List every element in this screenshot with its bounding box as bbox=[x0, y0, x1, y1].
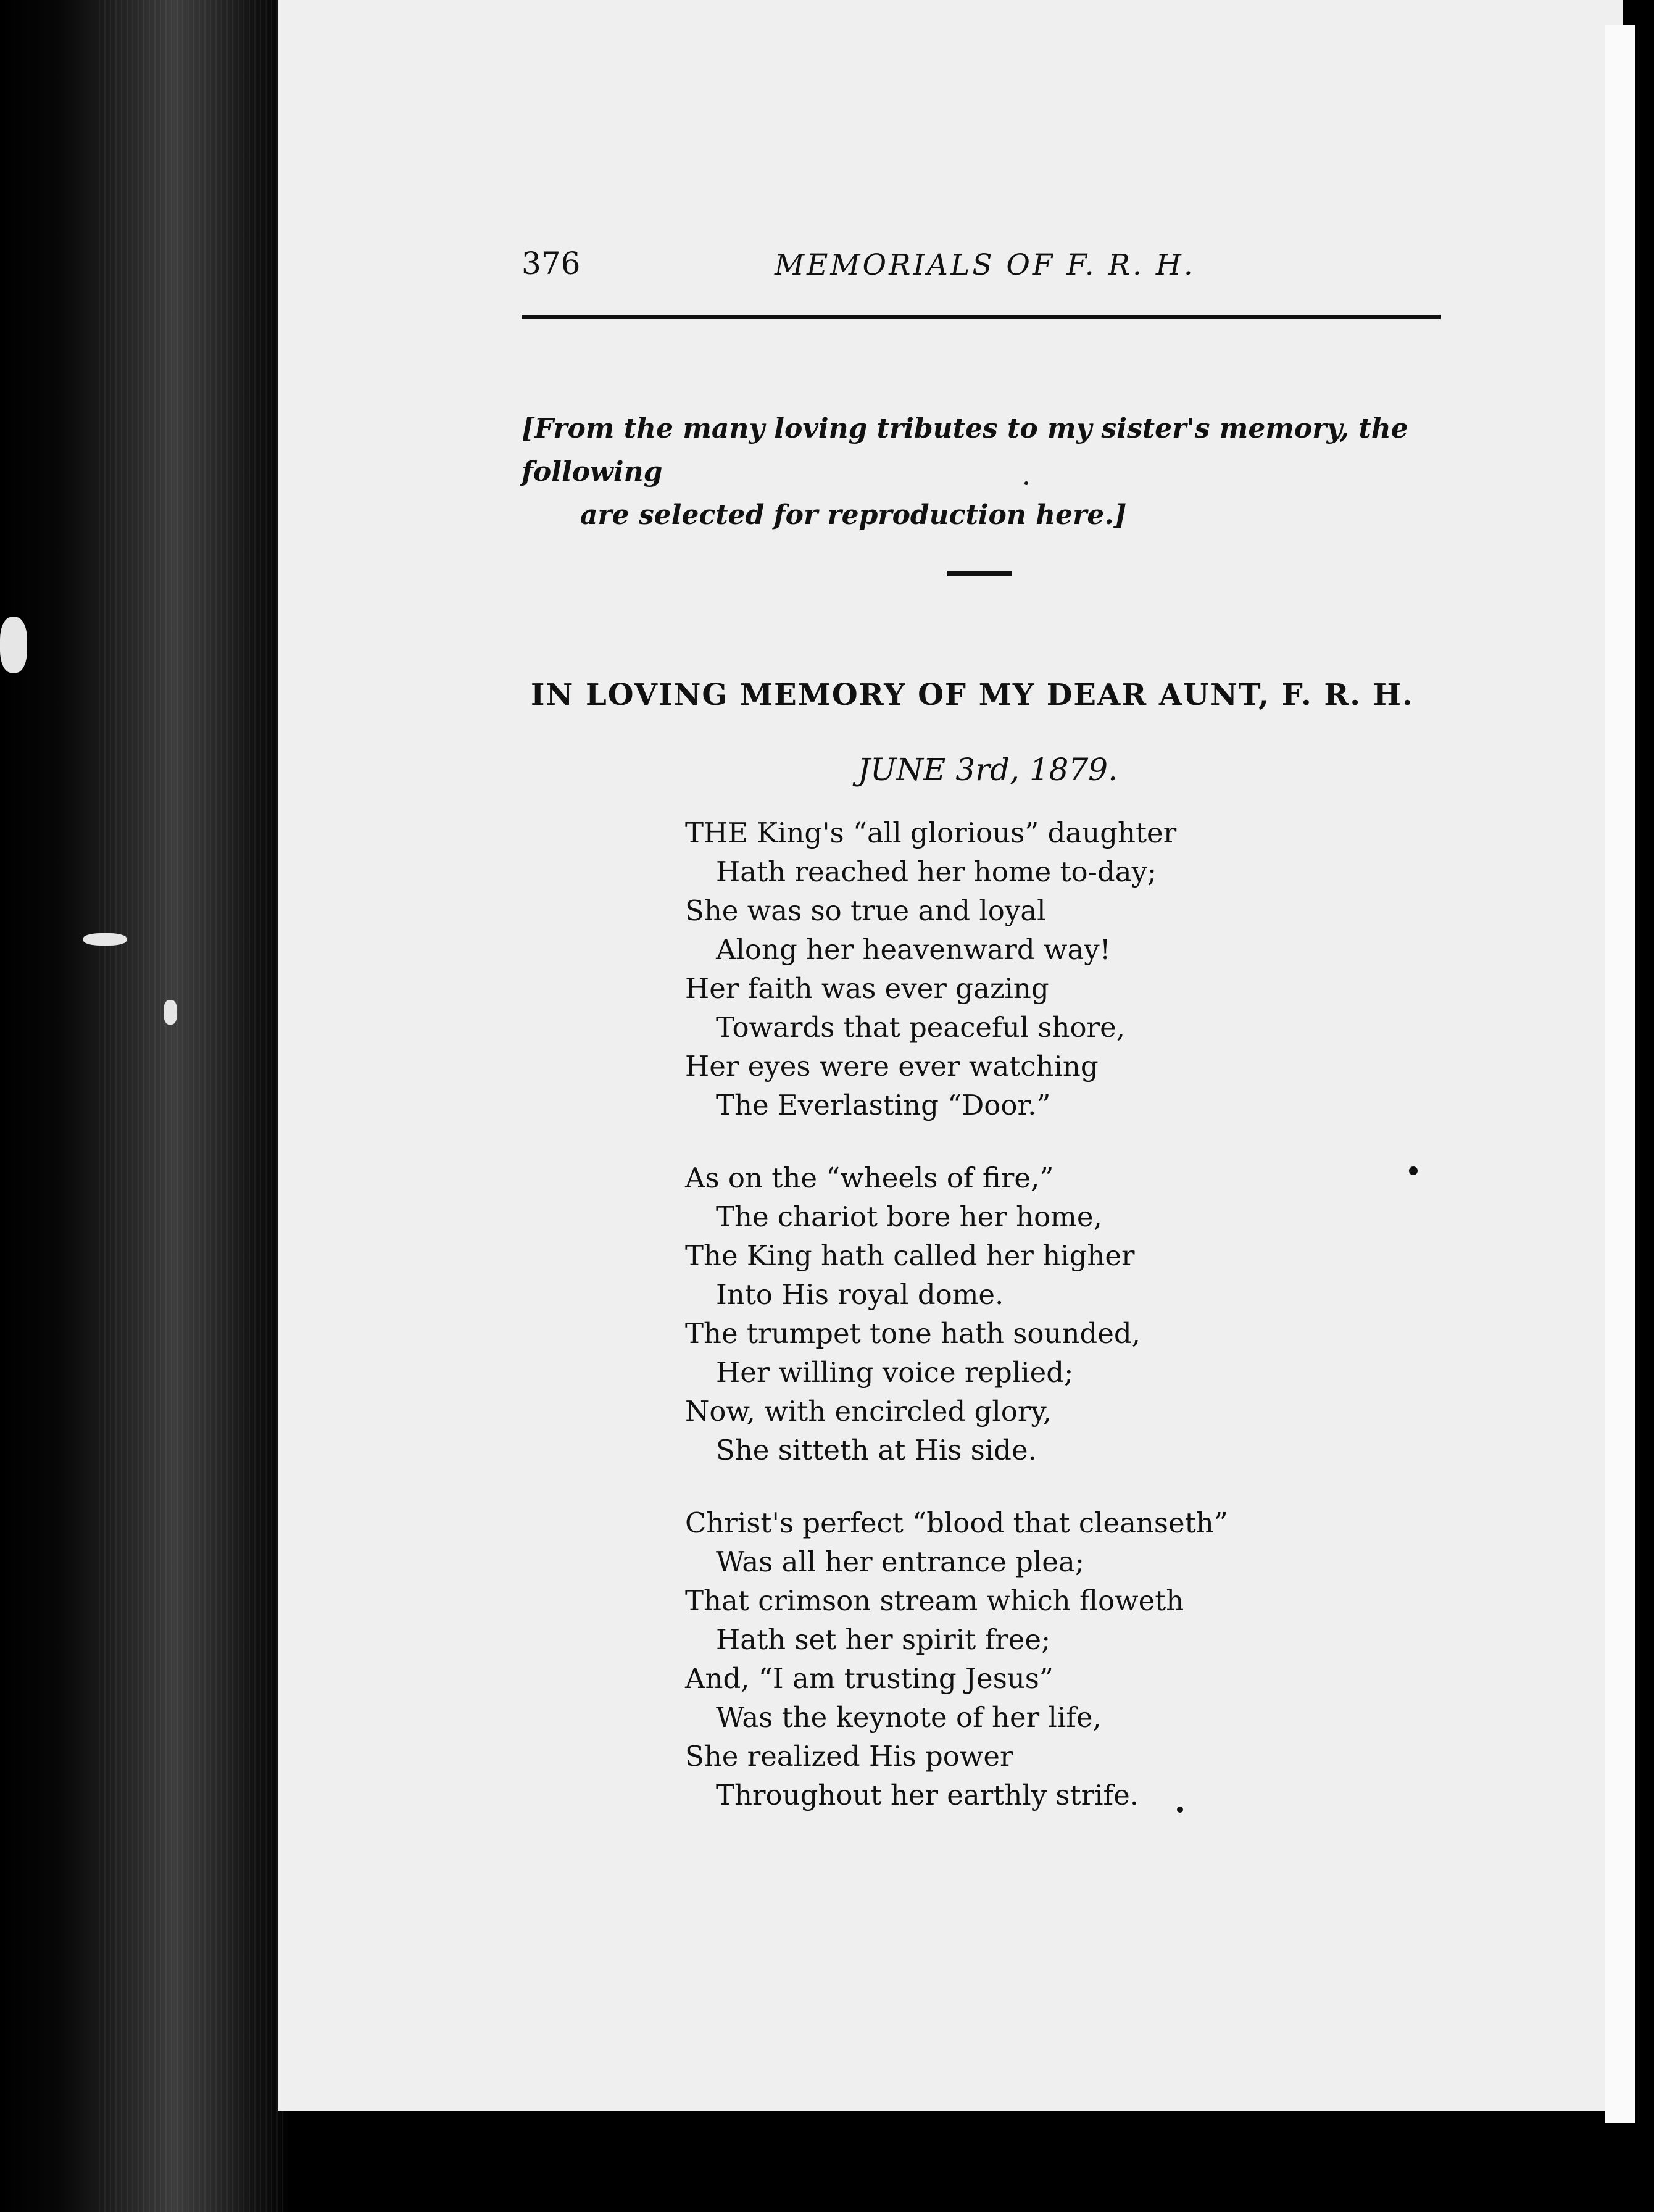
poem-line: As on the “wheels of fire,” bbox=[685, 1162, 1054, 1194]
poem-line: Along her heavenward way! bbox=[716, 933, 1111, 966]
poem-line: Christ's perfect “blood that cleanseth” bbox=[685, 1507, 1228, 1539]
editor-note-line: are selected for reproduction here.] bbox=[580, 499, 1127, 531]
scan-artifact bbox=[0, 617, 27, 673]
stanza bbox=[685, 813, 1302, 1125]
poem-body bbox=[685, 813, 1302, 1848]
poem-line: Throughout her earthly strife. bbox=[716, 1779, 1139, 1811]
poem-line: Was the keynote of her life, bbox=[716, 1701, 1102, 1734]
editor-note-line: [From the many loving tributes to my sister's memory, the following bbox=[522, 413, 1408, 488]
scan-artifact bbox=[164, 1000, 177, 1025]
ink-speck bbox=[1409, 1166, 1418, 1175]
poem-line: Her faith was ever gazing bbox=[685, 972, 1049, 1005]
scan-artifact bbox=[83, 933, 127, 946]
poem-line: The trumpet tone hath sounded, bbox=[685, 1317, 1141, 1350]
ink-speck bbox=[1177, 1807, 1183, 1813]
poem-line: Her willing voice replied; bbox=[716, 1356, 1074, 1389]
poem-line: Was all her entrance plea; bbox=[716, 1545, 1084, 1578]
stanza bbox=[685, 1503, 1302, 1815]
poem-line: THE King's “all glorious” daughter bbox=[685, 817, 1177, 849]
poem-line: Towards that peaceful shore, bbox=[716, 1011, 1126, 1044]
poem-line: Hath set her spirit free; bbox=[716, 1623, 1051, 1656]
poem-date: JUNE 3rd, 1879. bbox=[858, 752, 1118, 788]
page-number: 376 bbox=[522, 246, 581, 281]
running-title: MEMORIALS OF F. R. H. bbox=[775, 248, 1195, 282]
poem-line: Into His royal dome. bbox=[716, 1278, 1004, 1311]
poem-line: Now, with encircled glory, bbox=[685, 1395, 1052, 1428]
stanza bbox=[685, 1158, 1302, 1470]
poem-line: The King hath called her higher bbox=[685, 1239, 1135, 1272]
poem-line: The chariot bore her home, bbox=[716, 1200, 1102, 1233]
poem-line: That crimson stream which floweth bbox=[685, 1584, 1184, 1617]
page-edges bbox=[99, 0, 284, 2212]
poem-line: Hath reached her home to-day; bbox=[716, 855, 1157, 888]
scan-border bbox=[290, 2111, 1605, 2212]
section-separator bbox=[947, 571, 1012, 576]
poem-line: She realized His power bbox=[685, 1740, 1013, 1773]
book-page-edge bbox=[1605, 25, 1635, 2123]
poem-title: IN LOVING MEMORY OF MY DEAR AUNT, F. R. H. bbox=[531, 678, 1414, 712]
header-rule bbox=[522, 315, 1441, 319]
poem-line: The Everlasting “Door.” bbox=[716, 1089, 1051, 1121]
ink-speck bbox=[1024, 481, 1028, 485]
poem-line: She was so true and loyal bbox=[685, 894, 1046, 927]
poem-line: And, “I am trusting Jesus” bbox=[685, 1662, 1053, 1695]
poem-line: Her eyes were ever watching bbox=[685, 1050, 1099, 1083]
poem-line: She sitteth at His side. bbox=[716, 1434, 1037, 1466]
editor-note bbox=[522, 407, 1447, 537]
page-header bbox=[522, 246, 1441, 295]
